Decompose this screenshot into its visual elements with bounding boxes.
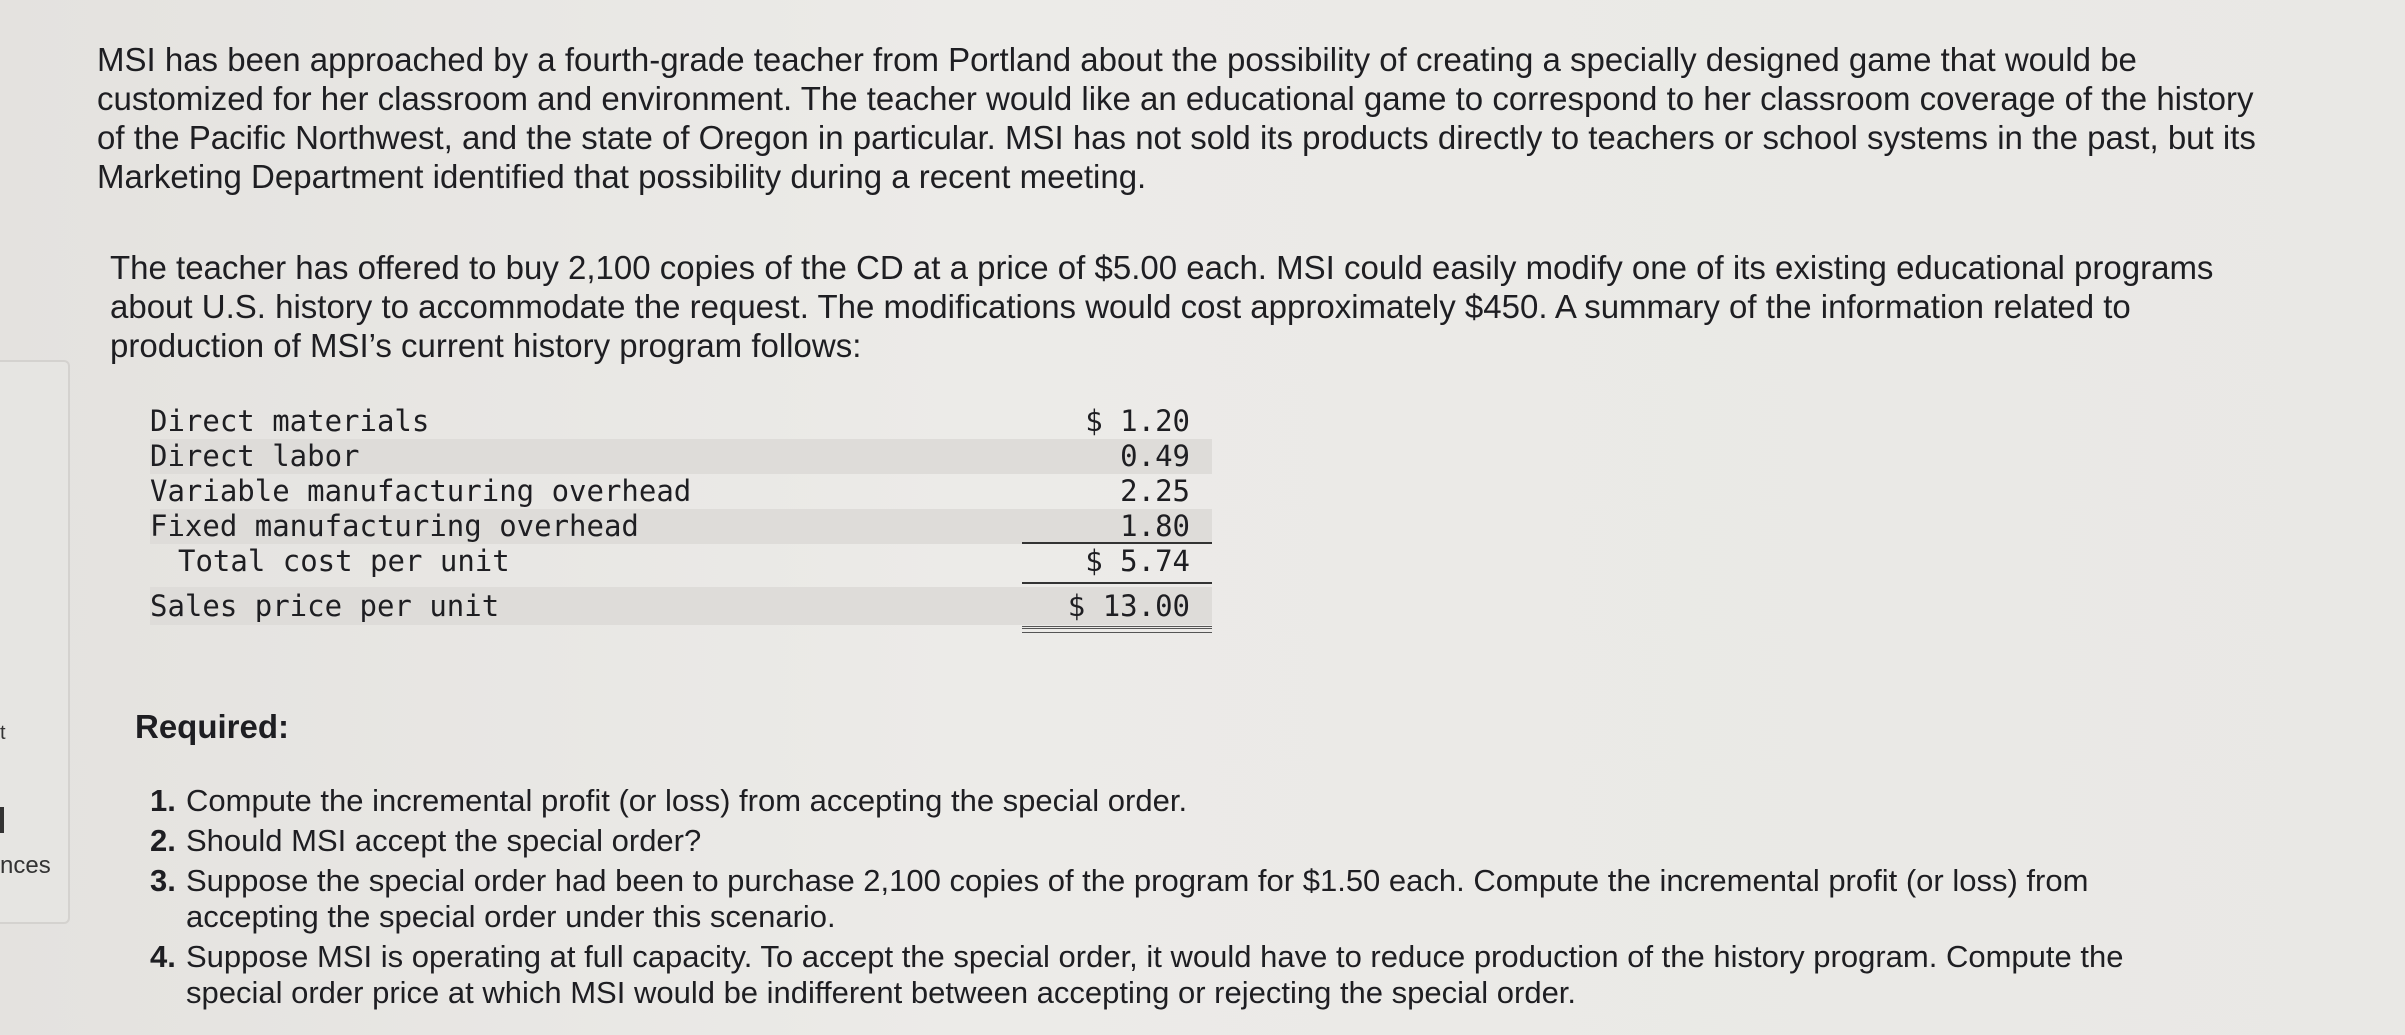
item-text: Should MSI accept the special order? xyxy=(186,823,702,858)
required-heading: Required: xyxy=(135,708,290,745)
table-row-total xyxy=(150,544,1212,579)
row-label: Variable manufacturing overhead xyxy=(150,474,692,508)
row-label: Direct materials xyxy=(150,404,430,438)
row-label: Total cost per unit xyxy=(178,544,510,578)
sidebar-partial-label[interactable]: nces xyxy=(0,852,51,879)
sidebar-marker xyxy=(0,807,4,833)
table-row xyxy=(150,439,1212,474)
item-text: Compute the incremental profit (or loss) from accepting the special order. xyxy=(186,783,1188,818)
row-label: Direct labor xyxy=(150,439,360,473)
item-text: Suppose MSI is operating at full capacity. To accept the special order, it would have to reduce production of the history program. Compute the special order price at which MSI would be indifferent between accepting or rejecting the special order. xyxy=(186,939,2124,1010)
row-label: Sales price per unit xyxy=(150,589,500,623)
sidebar-panel-partial[interactable] xyxy=(0,360,70,924)
sidebar-partial-mark: t xyxy=(0,722,6,744)
list-item xyxy=(150,939,2210,1011)
required-list xyxy=(150,783,2210,1015)
table-row xyxy=(150,474,1212,509)
row-amount: 1.80 xyxy=(1120,509,1190,543)
row-amount: $ 5.74 xyxy=(1085,544,1190,578)
table-row xyxy=(150,509,1212,544)
row-amount: 0.49 xyxy=(1120,439,1190,473)
row-amount: $ 1.20 xyxy=(1085,404,1190,438)
row-amount: $ 13.00 xyxy=(1067,589,1190,623)
table-row xyxy=(150,404,1212,439)
row-amount: 2.25 xyxy=(1120,474,1190,508)
list-item xyxy=(150,783,2210,819)
list-item xyxy=(150,863,2210,935)
list-item xyxy=(150,823,2210,859)
item-number: 4. xyxy=(150,939,176,974)
item-number: 3. xyxy=(150,863,176,898)
item-number: 1. xyxy=(150,783,176,818)
intro-paragraph: MSI has been approached by a fourth-grade teacher from Portland about the possibility of creating a specially designed game that would be customized for her classroom and environment. The teacher would like an educational game to correspond to her classroom coverage of the history of the Pacific Northwest, and the state of Oregon in particular. MSI has not sold its products directly to teachers or school systems in the past, but its Marketing Department identified that possibility during a recent meeting. xyxy=(97,41,2256,195)
table-row-sales-price xyxy=(150,587,1212,625)
row-label: Fixed manufacturing overhead xyxy=(150,509,639,543)
cost-table xyxy=(150,404,1212,625)
item-number: 2. xyxy=(150,823,176,858)
item-text: Suppose the special order had been to purchase 2,100 copies of the program for $1.50 each. Compute the incremental profit (or loss) from accepting the special order under this scenario. xyxy=(186,863,2089,934)
offer-paragraph: The teacher has offered to buy 2,100 copies of the CD at a price of $5.00 each. MSI could easily modify one of its existing educational programs about U.S. history to accommodate the request. The modifications would cost approximately $450. A summary of the information related to production of MSI’s current history program follows: xyxy=(110,249,2214,364)
